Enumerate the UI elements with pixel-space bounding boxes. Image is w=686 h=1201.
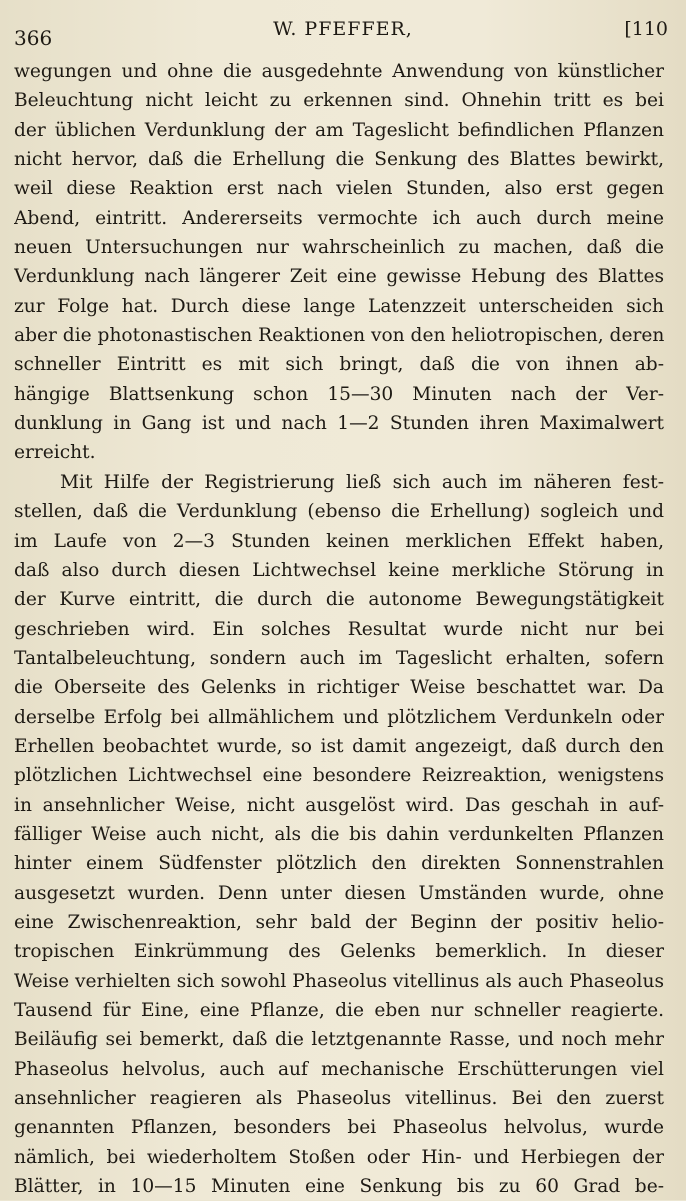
body-text (14, 57, 664, 1201)
text-line: weil diese Reaktion erst nach vielen Stunden, also erst gegen (14, 178, 664, 200)
text-line: Tausend für Eine, eine Pflanze, die eben nur schneller reagierte. (14, 1000, 664, 1021)
text-line: stellen, daß die Verdunklung (ebenso die Erhellung) sogleich und (14, 501, 664, 523)
text-line: Beiläufig sei bemerkt, daß die letztgenannte Rasse, und noch mehr (14, 1029, 664, 1051)
text-line: ausgesetzt wurden. Denn unter diesen Umständen wurde, ohne (14, 882, 664, 904)
text-line: Verdunklung nach längerer Zeit eine gewisse Hebung des Blattes (14, 266, 664, 288)
text-line: zur Folge hat. Durch diese lange Latenzzeit unterscheiden sich (14, 295, 664, 317)
text-line: derselbe Erfolg bei allmählichem und plötzlichem Verdunkeln oder (14, 706, 664, 728)
text-line: Tantalbeleuchtung, sondern auch im Tageslicht erhalten, sofern (14, 647, 664, 669)
text-line: geschrieben wird. Ein solches Resultat wurde nicht nur bei (14, 618, 664, 640)
text-line: im Laufe von 2—3 Stunden keinen merklichen Effekt haben, (14, 530, 664, 552)
text-line: in ansehnlicher Weise, nicht ausgelöst wird. Das geschah in auf- (14, 794, 664, 816)
text-line: Weise verhielten sich sowohl Phaseolus vitellinus als auch Phaseolus (14, 970, 664, 992)
text-line: ansehnlicher reagieren als Phaseolus vitellinus. Bei den zuerst (14, 1088, 664, 1110)
text-line: Erhellen beobachtet wurde, so ist damit angezeigt, daß durch den (14, 735, 664, 757)
paragraph-first-line: Mit Hilfe der Registrierung ließ sich auch im näheren fest- (60, 471, 664, 493)
text-line: eine Zwischenreaktion, sehr bald der Beginn der positiv helio- (14, 911, 664, 933)
text-line: genannten Pflanzen, besonders bei Phaseolus helvolus, wurde (14, 1117, 664, 1139)
page-number: 366 (14, 26, 53, 50)
text-line: Beleuchtung nicht leicht zu erkennen sind. Ohnehin tritt es bei (14, 90, 664, 112)
text-line: Phaseolus helvolus, auch auf mechanische Erschütterungen viel (14, 1058, 664, 1080)
text-line: wegungen und ohne die ausgedehnte Anwendung von künstlicher (14, 61, 664, 82)
text-line: Abend, eintritt. Andererseits vermochte ich auch durch meine (14, 207, 664, 229)
text-line: tropischen Einkrümmung des Gelenks bemerklich. In dieser (14, 941, 664, 963)
text-line: neuen Untersuchungen nur wahrscheinlich zu machen, daß die (14, 237, 664, 259)
text-line: aber die photonastischen Reaktionen von den heliotropischen, deren (14, 325, 664, 347)
text-line: nämlich, bei wiederholtem Stoßen oder Hin- und Herbiegen der (14, 1146, 664, 1168)
text-line: fälliger Weise auch nicht, als die bis dahin verdunkelten Pflanzen (14, 823, 664, 845)
paragraph-last-line: erreicht. (14, 442, 96, 464)
text-line: plötzlichen Lichtwechsel eine besondere Reizreaktion, wenigstens (14, 765, 664, 787)
text-line: daß also durch diesen Lichtwechsel keine merkliche Störung in (14, 559, 664, 581)
text-line: der Kurve eintritt, die durch die autonome Bewegungstätigkeit (14, 589, 664, 611)
text-line: hängige Blattsenkung schon 15—30 Minuten nach der Ver- (14, 383, 664, 405)
text-line: schneller Eintritt es mit sich bringt, daß die von ihnen ab- (14, 354, 664, 376)
running-title: W. PFEFFER, (273, 18, 413, 40)
text-line: nicht hervor, daß die Erhellung die Senkung des Blattes bewirkt, (14, 149, 664, 171)
section-reference: [110 (624, 18, 668, 40)
text-line: Blätter, in 10—15 Minuten eine Senkung bis zu 60 Grad be- (14, 1176, 664, 1198)
text-line: die Oberseite des Gelenks in richtiger Weise beschattet war. Da (14, 677, 664, 699)
text-line: dunklung in Gang ist und nach 1—2 Stunden ihren Maximalwert (14, 413, 664, 435)
page-header (0, 14, 686, 48)
text-line: der üblichen Verdunklung der am Tageslicht befindlichen Pflanzen (14, 119, 664, 141)
text-line: hinter einem Südfenster plötzlich den direkten Sonnenstrahlen (14, 853, 664, 875)
